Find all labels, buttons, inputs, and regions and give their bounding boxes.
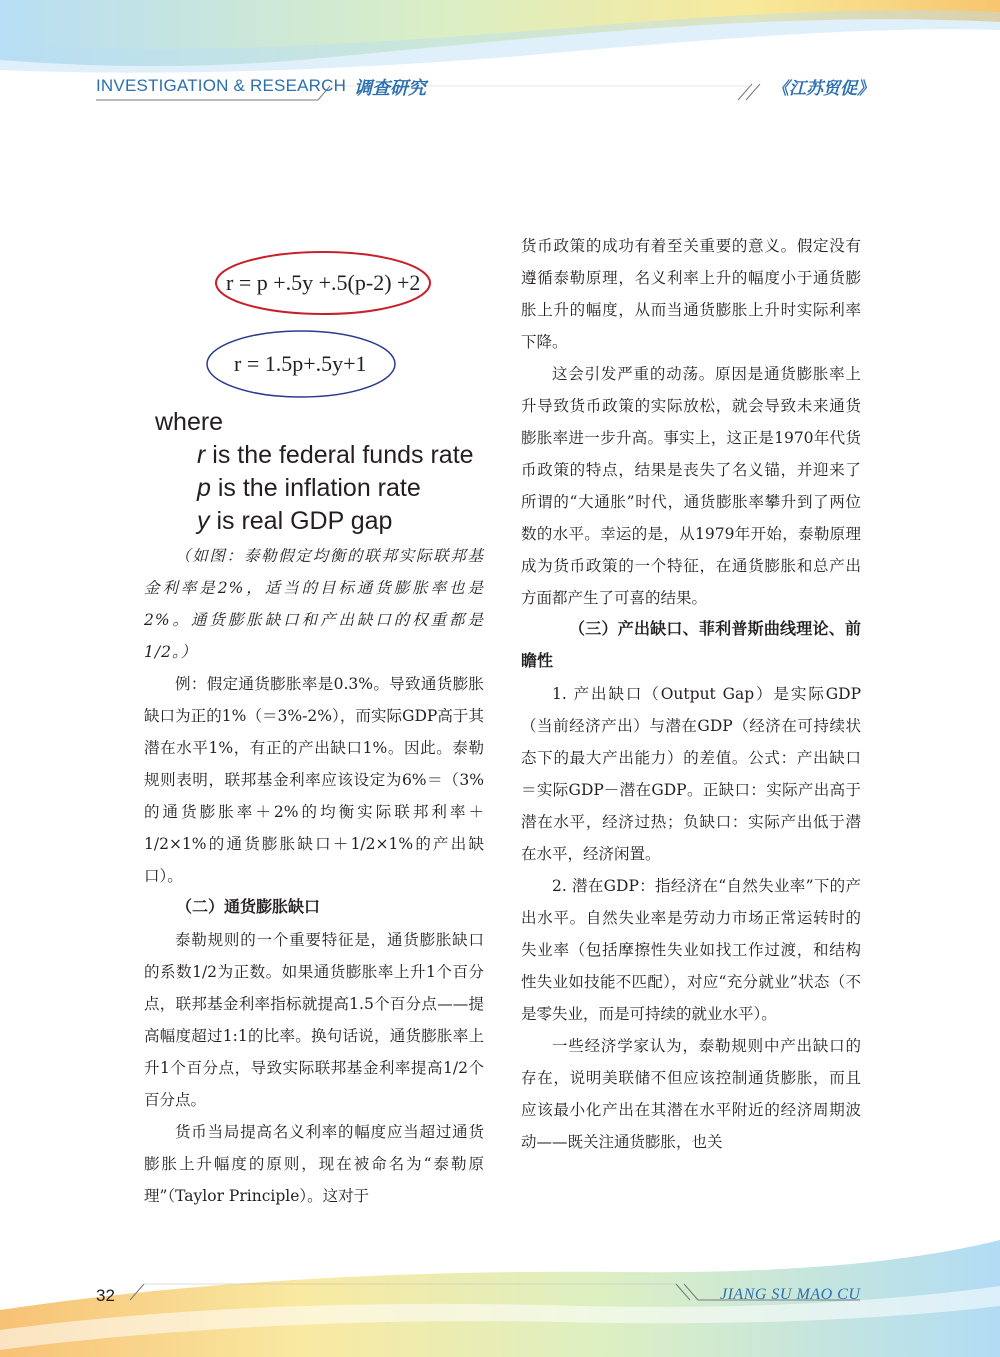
legend-y: y is real GDP gap [197,507,393,535]
subheading-output-gap: （三）产出缺口、菲利普斯曲线理论、前瞻性 [521,621,861,670]
legend-where: where [155,408,224,436]
paragraph: 一些经济学家认为，泰勒规则中产出缺口的存在，说明美联储不但应该控制通货膨胀，而且应该最小化产出在其潜在水平附近的经济周期波动——既关注通货膨胀，也关 [521,1037,861,1151]
legend-r: r is the federal funds rate [197,441,474,469]
list-item-potential-gdp: 2. 潜在GDP：指经济在“自然失业率”下的产出水平。自然失业率是劳动力市场正常运转时的失业率（包括摩擦性失业如找工作过渡，和结构性失业如技能不匹配），对应“充分就业”状态（不是零失业，而是可持续的就业水平）。 [521,877,861,1023]
taylor-rule-formula: r = p +.5y +.5(p-2) +2 [226,270,421,295]
page-number: 32 [96,1286,115,1305]
section-title-cn: 调查研究 [354,78,426,99]
paragraph-continued: 货币政策的成功有着至关重要的意义。假定没有遵循泰勒原理，名义利率上升的幅度小于通货膨胀上升的幅度，从而当通货膨胀上升时实际利率下降。 [521,237,861,351]
right-column [521,230,861,1158]
formula-legend [155,406,474,538]
legend-p: p is the inflation rate [197,474,421,502]
list-item-output-gap: 1. 产出缺口（Output Gap）是实际GDP（当前经济产出）与潜在GDP（经济在可持续状态下的最大产出能力）的差值。公式：产出缺口＝实际GDP－潜在GDP。正缺口：实际产出高于潜在水平，经济过热；负缺口：实际产出低于潜在水平，经济闲置。 [521,685,861,863]
left-column [144,540,484,1212]
section-title-en: INVESTIGATION & RESEARCH [96,76,347,95]
simplified-formula: r = 1.5p+.5y+1 [234,351,367,376]
paragraph: 这会引发严重的动荡。原因是通货膨胀率上升导致货币政策的实际放松，就会导致未来通货膨胀率进一步升高。事实上，这正是1970年代货币政策的特点，结果是丧失了名义锚，并迎来了所谓的“大通胀”时代，通货膨胀率攀升到了两位数的水平。幸运的是，从1979年开始，泰勒原理成为货币政策的一个特征，在通货膨胀和总产出方面都产生了可喜的结果。 [521,365,861,607]
magazine-name-en: JIANG SU MAO CU [720,1286,861,1303]
paragraph: 货币当局提高名义利率的幅度应当超过通货膨胀上升幅度的原则，现在被命名为“泰勒原理”（Taylor Principle）。这对于 [144,1123,484,1205]
magazine-name-cn: 《江苏贸促》 [772,79,874,99]
figure-caption: （如图：泰勒假定均衡的联邦实际联邦基金利率是2%，适当的目标通货膨胀率也是2%。通货膨胀缺口和产出缺口的权重都是1/2。） [144,547,484,661]
example-paragraph: 例：假定通货膨胀率是0.3%。导致通货膨胀缺口为正的1%（＝3%-2%），而实际GDP高于其潜在水平1%，有正的产出缺口1%。因此。泰勒规则表明，联邦基金利率应该设定为6%＝（3%的通货膨胀率＋2%的均衡实际联邦利率＋1/2×1%的通货膨胀缺口＋1/2×1%的产出缺口）。 [144,675,484,885]
paragraph: 泰勒规则的一个重要特征是，通货膨胀缺口的系数1/2为正数。如果通货膨胀率上升1个百分点，联邦基金利率指标就提高1.5个百分点——提高幅度超过1:1的比率。换句话说，通货膨胀率上升1个百分点，导致实际联邦基金利率提高1/2个百分点。 [144,931,484,1109]
subheading-inflation-gap: （二）通货膨胀缺口 [176,899,321,916]
